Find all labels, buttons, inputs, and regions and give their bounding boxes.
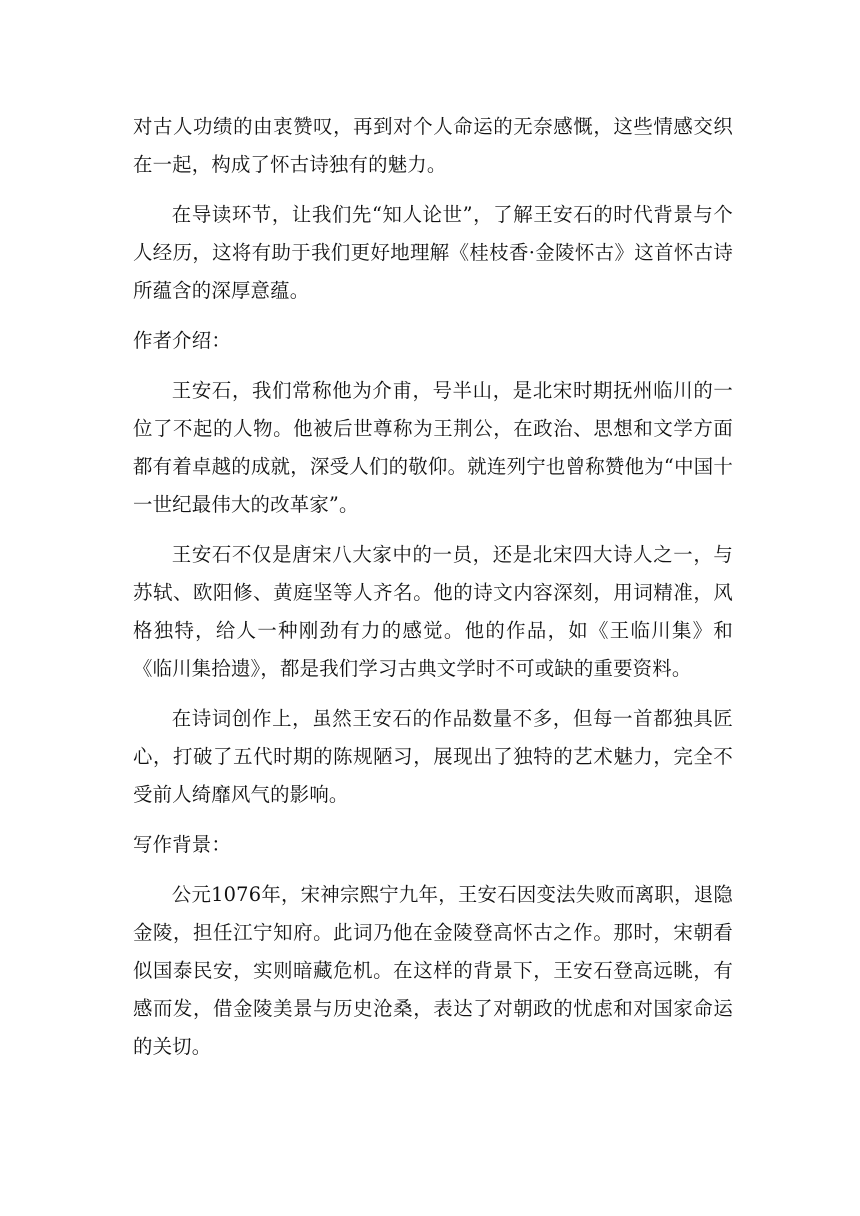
heading-background: 写作背景：	[133, 833, 231, 856]
heading-author: 作者介绍：	[133, 329, 231, 352]
paragraph-author-2: 王安石不仅是唐宋八大家中的一员，还是北宋四大诗人之一，与苏轼、欧阳修、黄庭坚等人齐名。他的诗文内容深刻，用词精准，风格独特，给人一种刚劲有力的感觉。他的作品，如《王临川集》和《临川集拾遗》，都是我们学习古典文学时不可或缺的重要资料。	[133, 543, 733, 680]
paragraph-author-1: 王安石，我们常称他为介甫，号半山，是北宋时期抚州临川的一位了不起的人物。他被后世尊称为王荆公，在政治、思想和文学方面都有着卓越的成就，深受人们的敬仰。就连列宁也曾称赞他为“中国十一世纪最伟大的改革家”。	[133, 379, 733, 516]
paragraph-guide: 在导读环节，让我们先“知人论世”，了解王安石的时代背景与个人经历，这将有助于我们更好地理解《桂枝香·金陵怀古》这首怀古诗所蕴含的深厚意蕴。	[133, 203, 733, 302]
paragraph-background: 公元1076年，宋神宗熙宁九年，王安石因变法失败而离职，退隐金陵，担任江宁知府。此词乃他在金陵登高怀古之作。那时，宋朝看似国泰民安，实则暗藏危机。在这样的背景下，王安石登高远眺，有感而发，借金陵美景与历史沧桑，表达了对朝政的忧虑和对国家命运的关切。	[133, 883, 733, 1058]
paragraph-author-3: 在诗词创作上，虽然王安石的作品数量不多，但每一首都独具匠心，打破了五代时期的陈规陋习，展现出了独特的艺术魅力，完全不受前人绮靡风气的影响。	[133, 707, 733, 806]
paragraph-continued: 对古人功绩的由衷赞叹，再到对个人命运的无奈感慨，这些情感交织在一起，构成了怀古诗独有的魅力。	[133, 115, 733, 176]
document-page	[133, 108, 733, 1078]
